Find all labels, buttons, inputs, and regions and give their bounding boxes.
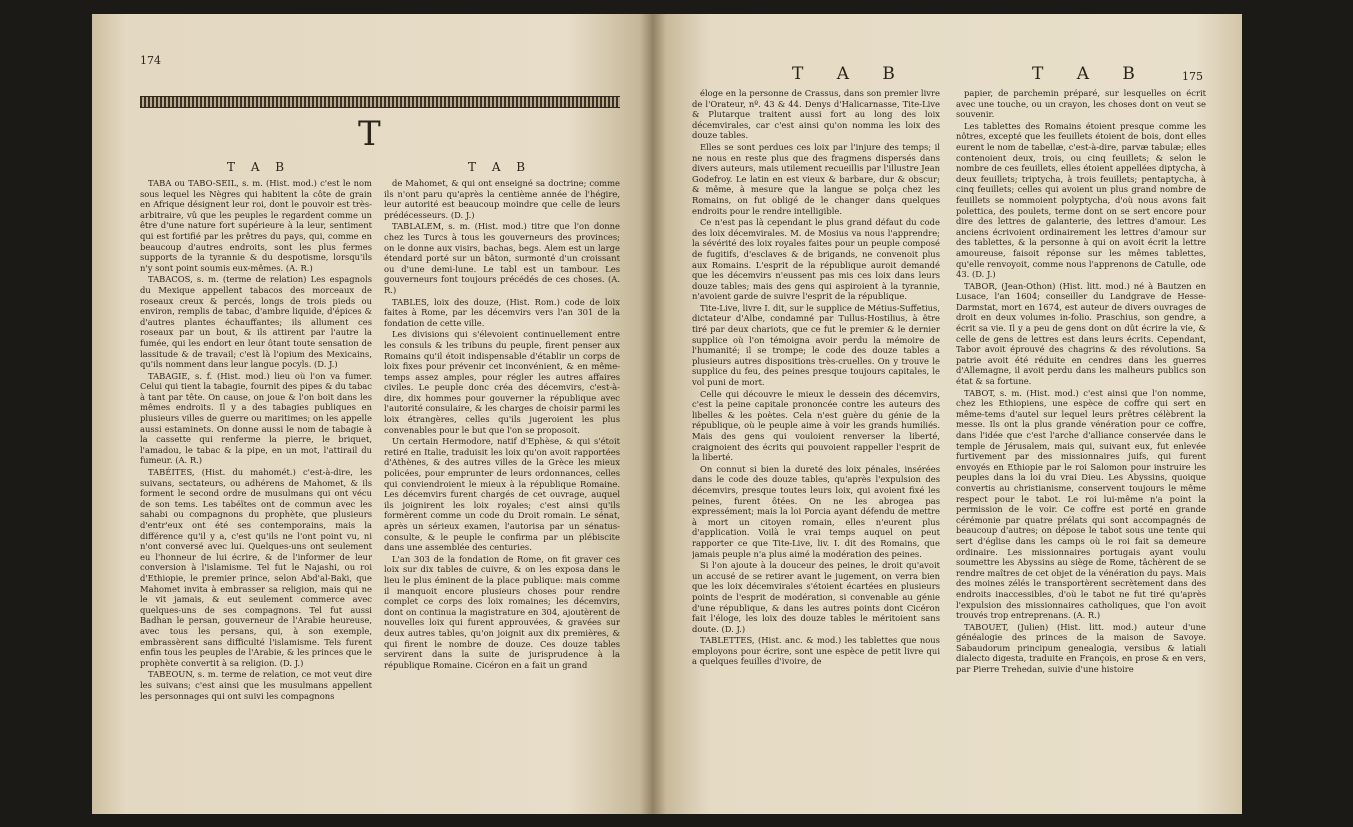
article-paragraph: Tite-Live, livre I. dit, sur le supplice de Métius-Suffetius, dictateur d'Albe, condamné par Tullus-Hostilius, à être tiré par deux chariots, que ce fut le premier & le dernier supplice où l'on témoigna avoir perdu la mémoire de l'humanité; il se trompe; le code des douze tables a plusieurs autres dispositions très-cruelles. On y trouve le supplice du feu, des peines presque toujours capitales, le vol puni de mort. <box>692 302 940 388</box>
article-paragraph: Celle qui découvre le mieux le dessein des décemvirs, c'est la peine capitale prononcée contre les auteurs des libelles & les poètes. Cela n'est guère du génie de la république, où le peuple aime à voir les grands humiliés. Mais des gens qui vouloient renverser la liberté, craignoient des écrits qui pouvoient rappeller l'esprit de la liberté. <box>692 388 940 463</box>
book-gutter <box>640 14 666 814</box>
running-head-right: T A B <box>1032 64 1149 84</box>
article-paragraph: TABLES, loix des douze, (Hist. Rom.) code de loix faites à Rome, par les décemvirs vers l'an 301 de la fondation de cette ville. <box>384 296 620 328</box>
article-paragraph: TABOUET, (Julien) (Hist. litt. mod.) auteur d'une généalogie des princes de la maison de Savoye. Sabaudorum principum genealogia, versibus & latiali dialecto digesta, traduite en François, en prose & en vers, par Pierre Trehedan, suivie d'une histoire <box>956 621 1206 675</box>
article-paragraph: TABLETTES, (Hist. anc. & mod.) les tablettes que nous employons pour écrire, sont une espèce de petit livre qui a quelques feuilles d'ivoire, de <box>692 635 940 667</box>
article-paragraph: Les divisions qui s'élevoient continuellement entre les consuls & les tribuns du peuple, firent penser aux Romains qu'il étoit indispensable d'établir un corps de loix fixes pour prévenir cet inconvénient, & en même-temps assez amples, pour régler les autres affaires civiles. Le peuple donc créa des décemvirs, c'est-à-dire, dix hommes pour gouverner la république avec l'autorité consulaire, & les charges de choisir parmi les loix étrangères, celles qu'ils jugeroient les plus convenables pour le but que l'on se proposoit. <box>384 329 620 435</box>
article-paragraph: papier, de parchemin préparé, sur lesquelles on écrit avec une touche, ou un crayon, les choses dont on veut se souvenir. <box>956 88 1206 120</box>
article-paragraph: TABA ou TABO-SEIL, s. m. (Hist. mod.) c'est le nom sous lequel les Nègres qui habitent la côte de grain en Afrique désignent leur roi, dont le pouvoir est très-arbitraire, vû que les peuples le regardent comme un être d'une nature fort supérieure à la leur, sentiment qui est fortifié par les prêtres du pays, qui, comme en beaucoup d'autres endroits, sont les plus fermes supports de la tyrannie & du despotisme, lorsqu'ils n'y sont point soumis eux-mêmes. (A. R.) <box>140 178 372 273</box>
page-number-left: 174 <box>140 54 161 67</box>
left-column-2 <box>384 178 620 808</box>
col2-header: T A B <box>468 160 532 174</box>
header-ornament <box>140 96 620 108</box>
right-column-2 <box>956 88 1206 808</box>
article-paragraph: TABÉITES, (Hist. du mahomét.) c'est-à-dire, les suivans, sectateurs, ou adhérens de Mahomet, & ils forment le second ordre de musulmans qui ont vécu de son tems. Les tabéïtes ont de commun avec les sahabi ou compagnons du prophète, que plusieurs d'entr'eux ont été ses contemporains, mais la différence qu'il y a, c'est qu'ils ne l'ont point vu, ni n'ont conversé avec lui. Quelques-uns ont seulement eu l'honneur de lui écrire, & de l'informer de leur conversion à l'islamisme. Tel fut le Najashi, ou roi d'Ethiopie, le premier prince, selon Abd'al-Baki, que Mahomet invita à embrasser sa religion, mais qui ne le vit jamais, & eut seulement commerce avec quelques-uns de ses compagnons. Tel fut aussi Badhan le persan, gouverneur de l'Arabie heureuse, avec tous les persans, qui, à son exemple, embrassèrent sans difficulté l'islamisme. Tels furent enfin tous les peuples de l'Arabie, & les princes que le prophète convertit à sa religion. (D. J.) <box>140 467 372 668</box>
left-page <box>92 14 652 814</box>
article-paragraph: Elles se sont perdues ces loix par l'injure des temps; il ne nous en reste plus que des fragmens dispersés dans divers auteurs, mais utilement recueillis par l'illustre Jean Godefroy. Le latin en est vieux & barbare, dur & obscur; & même, à mesure que la langue se polça chez les Romains, on fut obligé de le changer dans quelques endroits pour le rendre intelligible. <box>692 141 940 216</box>
page-number-right: 175 <box>1182 70 1203 83</box>
article-paragraph: L'an 303 de la fondation de Rome, on fit graver ces loix sur dix tables de cuivre, & on les exposa dans le lieu le plus éminent de la place publique: mais comme il manquoit encore plusieurs choses pour rendre complet ce corps des loix romaines; les décemvirs, dont on continua la magistrature en 304, ajoutèrent de nouvelles loix qui furent approuvées, & gravées sur deux autres tables, qu'on joignit aux dix premières, & qui firent le nombre de douze. Ces douze tables servirent dans la suite de jurisprudence à la république Romaine. Cicéron en a fait un grand <box>384 553 620 670</box>
section-letter: T <box>358 114 381 154</box>
running-head-left: T A B <box>792 64 909 84</box>
article-paragraph: TABLALEM, s. m. (Hist. mod.) titre que l'on donne chez les Turcs à tous les gouverneurs des provinces; on le donne aux visirs, bachas, begs. Alem est un large étendard porté sur un bâton, surmonté d'un croissant ou d'une demi-lune. Le tabl est un tambour. Les gouverneurs font toujours précédés de ces choses. (A. R.) <box>384 221 620 295</box>
left-column-1 <box>140 178 372 808</box>
book-spread <box>92 14 1242 814</box>
article-paragraph: TABOT, s. m. (Hist. mod.) c'est ainsi que l'on nomme, chez les Ethiopiens, une espèce de coffre qui sert en même-tems d'autel sur lequel leurs prêtres célèbrent la messe. Ils ont la plus grande vénération pour ce coffre, dans l'idée que c'est l'arche d'alliance conservée dans le temple de Jérusalem, mais qui, suivant eux, fut enlevée furtivement par des missionnaires juifs, qui furent envoyés en Ethiopie par le roi Salomon pour instruire les peuples dans la loi du vrai Dieu. Les Abyssins, quoique convertis au christianisme, conservent toujours le même respect pour le tabot. Le roi lui-même n'a point la permission de le voir. Ce coffre est porté en grande cérémonie par quatre prélats qui sont accompagnés de beaucoup d'autres; on dépose le tabot sous une tente qui sert d'église dans les camps où le roi fait sa demeure ordinaire. Les missionnaires portugais ayant voulu soumettre les Abyssins au siège de Rome, tâchèrent de se rendre maîtres de cet objet de la vénération du pays. Mais des moines zélés le transportèrent secrètement dans des endroits inaccessibles, d'où le tabot ne fut tiré qu'après l'expulsion des missionnaires catholiques, que l'on avoit trouvés trop entreprenans. (A. R.) <box>956 387 1206 621</box>
article-paragraph: On connut si bien la dureté des loix pénales, insérées dans le code des douze tables, qu'après l'expulsion des décemvirs, presque toutes leurs loix, qui avoient fixé les peines, furent ôtées. On ne les abrogea pas expressément; mais la loi Porcia ayant défendu de mettre à mort un citoyen romain, elles n'eurent plus d'application. Voilà le vrai temps auquel on peut rapporter ce que Tite-Live, liv. I. dit des Romains, que jamais peuple n'a plus aimé la modération des peines. <box>692 463 940 559</box>
article-paragraph: Ce n'est pas là cependant le plus grand défaut du code des loix décemvirales. M. de Mosius va nous l'apprendre; la sévérité des loix royales faites pour un peuple composé de fugitifs, d'esclaves & de brigands, ne convenoit plus aux Romains. L'esprit de la république auroit demandé que les décemvirs n'eussent pas mis ces loix dans leurs douze tables; mais des gens qui aspiroient à la tyrannie, n'avoient garde de suivre l'esprit de la république. <box>692 217 940 302</box>
article-paragraph: TABEOUN, s. m. terme de relation, ce mot veut dire les suivans; c'est ainsi que les musulmans appellent les personnages qui ont suivi les compagnons <box>140 669 372 701</box>
article-paragraph: éloge en la personne de Crassus, dans son premier livre de l'Orateur, nº. 43 & 44. Denys d'Halicarnasse, Tite-Live & Plutarque traitent aussi fort au long des loix décemvirales, car c'est ainsi qu'on nomma les loix des douze tables. <box>692 88 940 141</box>
article-paragraph: Si l'on ajoute à la douceur des peines, le droit qu'avoit un accusé de se retirer avant le jugement, on verra bien que les loix décemvirales s'étoient écartées en plusieurs points de l'esprit de modération, si convenable au génie d'une république, & dans les autres points dont Cicéron fait l'éloge, les loix des douze tables le méritoient sans doute. (D. J.) <box>692 560 940 634</box>
col1-header: T A B <box>227 160 291 174</box>
article-paragraph: TABAGIE, s. f. (Hist. mod.) lieu où l'on va fumer. Celui qui tient la tabagie, fournit des pipes & du tabac à tant par tête. On cause, on joue & l'on boit dans les mêmes endroits. Il y a des tabagies publiques en plusieurs villes de guerre ou maritimes; on les appelle aussi estaminets. On donne aussi le nom de tabagie à la cassette qui renferme la pierre, le briquet, l'amadou, le tabac & la pipe, en un mot, l'attirail du fumeur. (A. R.) <box>140 370 372 466</box>
article-paragraph: Les tablettes des Romains étoient presque comme les nôtres, excepté que les feuillets étoient de bois, dont elles eurent le nom de tabellæ, c'est-à-dire, parvæ tabulæ; elles contenoient deux, trois, ou cinq feuillets; & selon le nombre de ces feuillets, elles étoient appellées diptycha, à deux feuillets; triptycha, à trois feuillets; pentaptycha, à cinq feuillets; celles qui avoient un plus grand nombre de feuillets se nommoient polyptycha, d'où nous avons fait polettica, des poulets, terme dont on se sert encore pour dire des lettres de galanterie, des lettres d'amour. Les anciens écrivoient ordinairement les lettres d'amour sur des tablettes, & la personne à qui on avoit écrit la lettre amoureuse, faisoit réponse sur les mêmes tablettes, qu'elle renvoyoit, comme nous l'apprenons de Catulle, ode 43. (D. J.) <box>956 120 1206 280</box>
article-paragraph: Un certain Hermodore, natif d'Ephèse, & qui s'étoit retiré en Italie, traduisit les loix qu'on avoit rapportées d'Athènes, & des autres villes de la Grèce les mieux policées, pour emprunter de leurs ordonnances, celles qui conviendroient le mieux à la république Romaine. Les décemvirs furent chargés de cet ouvrage, auquel ils joignirent les loix royales; c'est ainsi qu'ils formèrent comme un code du Droit romain. Le sénat, après un sérieux examen, l'autorisa par un sénatus-consulte, & le peuple le confirma par un plébiscite dans une assemblée des centuries. <box>384 436 620 553</box>
article-paragraph: TABOR, (Jean-Othon) (Hist. litt. mod.) né à Bautzen en Lusace, l'an 1604; conseiller du Landgrave de Hesse-Darmstat, mort en 1674, est auteur de divers ouvrages de droit en deux volumes in-folio. Praschius, son gendre, a écrit sa vie. Il y a peu de gens dont on dût écrire la vie, & celle de gens de lettres est dans leurs écrits. Cependant, Tabor avoit éprouvé des chagrins & des révolutions. Sa patrie avoit été réduite en cendres dans les guerres d'Allemagne, il avoit perdu dans les malheurs publics son état & sa fortune. <box>956 280 1206 387</box>
article-paragraph: TABACOS, s. m. (terme de relation) Les espagnols du Mexique appellent tabacos des morceaux de roseaux creux & percés, longs de trois pieds ou environ, remplis de tabac, d'ambre liquide, d'épices & d'autres plantes échauffantes; ils allument ces roseaux par un bout, & ils attirent par l'autre la fumée, qui les endort en leur ôtant toute sensation de lassitude & de travail; c'est là l'opium des Mexicains, qu'ils nomment dans leur langue pocyls. (D. J.) <box>140 274 372 370</box>
right-column-1 <box>692 88 940 808</box>
right-page <box>652 14 1242 814</box>
article-paragraph: de Mahomet, & qui ont enseigné sa doctrine; comme ils n'ont paru qu'après la centième année de l'hégire, leur autorité est beaucoup moindre que celle de leurs prédécesseurs. (D. J.) <box>384 178 620 220</box>
